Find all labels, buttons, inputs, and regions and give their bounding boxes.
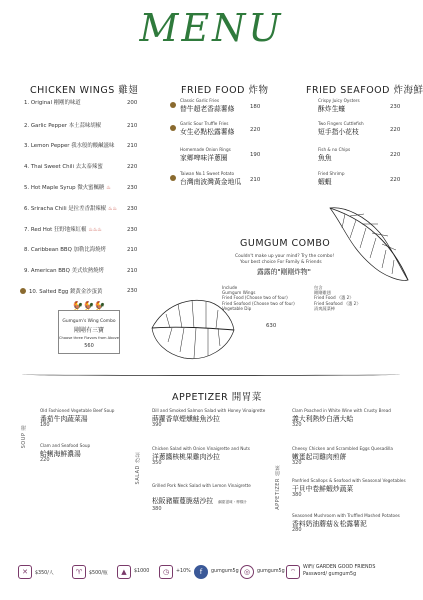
- chili-icon: ♨♨: [108, 206, 117, 212]
- wing-combo-box: [58, 310, 120, 354]
- wing-item: 5. Hot Maple Syrup 微火蜜楓糖 ♨: [24, 185, 111, 191]
- utensils-icon: ✕: [18, 565, 32, 579]
- salad-item: Grilled Pork Neck Salad with Lemon Vinaigrette 松阪豬羅蔓脆菇沙拉 鹹甜滋味・檸檬汁 380: [152, 483, 251, 513]
- appetizer-item: Panfried Scallops & Seafood with Seasonal Vegetables 干貝中卷鮮蝦炒蔬菜 380: [292, 478, 406, 499]
- fried-food-price: 210: [250, 177, 261, 183]
- fried-food-item: Homemade Onion Rings 家鄉啤味洋蔥圈: [180, 147, 231, 163]
- gumgum-combo-price: 630: [266, 323, 277, 329]
- gumgum-combo-include-zh: 包含 剛剛雞翅 Fried Food 《選 2》 Fried Seafood 《選 2》 清爽蔬菜棒: [314, 285, 361, 311]
- gumgum-combo-include-en: Include Gumgum Wings Fried Food (Choose two of four) Fried Seafood (Choose two of four) Vegetable Dip: [222, 285, 295, 311]
- fried-food-item: Taiwan No.1 Sweet Potato 台灣南波灣黃金地瓜: [170, 171, 241, 186]
- wing-item: 6. Sriracha Chili 是拉差香甜辣椒 ♨♨: [24, 206, 117, 212]
- seafood-price: 220: [390, 127, 401, 133]
- appetizer-label: APPETIZER 前菜: [275, 465, 281, 510]
- recommend-icon: [20, 288, 26, 294]
- wine-glass-icon: ♈: [72, 565, 86, 579]
- wing-price: 210: [127, 123, 138, 129]
- seafood-item: Fried Shrimp 蝦蝦: [318, 171, 345, 187]
- footer-text: $350/人: [35, 571, 54, 576]
- soup-item: Old Fashioned Vegetable Beef Soup 番茄牛肉蔬菜湯 180: [40, 408, 115, 429]
- seafood-item: Two Fingers Cuttlefish 短手指小花枝: [318, 121, 364, 137]
- wing-price: 210: [127, 247, 138, 253]
- seafood-price: 220: [390, 177, 401, 183]
- menu-title: MENU: [139, 6, 284, 50]
- instagram-icon[interactable]: ◎: [240, 565, 254, 579]
- palm-leaf-illustration: [320, 198, 415, 288]
- appetizer-item: Cheesy Chicken and Scrambled Eggs Quesadilla 嫩蛋起司雞肉煎餅 320: [292, 446, 393, 467]
- wing-price: 200: [127, 100, 138, 106]
- wifi-icon: ⌔: [286, 565, 300, 579]
- salad-item: Chicken Salad with Onion Vinaigrette and Nuts 洋蔥醬核桃果雞肉沙拉 350: [152, 446, 250, 467]
- gumgum-combo-subtitle: Couldn't make up your mind? Try the combo!: [235, 254, 335, 259]
- wing-price: 230: [127, 206, 138, 212]
- salad-label: SALAD 沙拉: [135, 452, 141, 485]
- wing-price: 210: [127, 268, 138, 274]
- appetizer-item: Clam Poached in White Wine with Crusty Bread 義大利熱炒白酒大蛤 320: [292, 408, 391, 429]
- wing-item: 3. Lemon Pepper 我水般的酸鹹滋味: [24, 143, 115, 149]
- seafood-price: 220: [390, 152, 401, 158]
- footer-text: Password/ gumgum5g: [303, 572, 357, 577]
- wing-combo-name: Gumgum's Wing Combo: [62, 319, 116, 324]
- wing-item: 8. Caribbean BBQ 加勒比海燒烤: [24, 247, 106, 253]
- wing-item: 1. Original 剛剛的味道: [24, 100, 81, 106]
- appetizer-title: APPETIZER 開胃菜: [172, 392, 262, 403]
- wing-item: 2. Garlic Pepper 本土蒜味胡椒: [24, 123, 102, 129]
- wing-item: 7. Red Hot 狂野地辣紅椒 ♨♨♨: [24, 227, 102, 233]
- salad-item: Dill and Smoked Salmon Salad with Honey Vinaigrette 蒔蘿香草煙燻鮭魚沙拉 390: [152, 408, 266, 429]
- wing-combo-price: 560: [84, 343, 94, 349]
- fried-food-title: FRIED FOOD 炸物: [181, 85, 269, 96]
- footer-text: WiFi/ GARDEN GOOD FRIENDS: [303, 565, 376, 570]
- wing-price: 230: [127, 288, 138, 294]
- rooster-icon: 🐓🐓🐓: [72, 302, 106, 312]
- gumgum-combo-zh: 露露的"剛剛炸物": [257, 268, 311, 276]
- footer-bar: [18, 565, 408, 587]
- fried-food-price: 190: [250, 152, 261, 158]
- wing-item: 4. Thai Sweet Chili 去太泰辣蜜: [24, 164, 103, 170]
- chili-icon: ♨♨♨: [88, 227, 102, 233]
- wing-combo-zh: 剛剛有三寶: [73, 327, 104, 334]
- recommend-icon: [170, 125, 176, 131]
- chili-icon: ♨: [106, 185, 111, 191]
- gumgum-combo-subtitle: Your best choice For Family & Friends: [240, 260, 322, 265]
- seafood-item: Crispy Juicy Oysters 酥炸生蠔: [318, 98, 360, 114]
- fried-food-item: Garlic Sour Truffle Fries 女生必點松露薯條: [170, 121, 234, 136]
- footer-text: $1000: [134, 569, 150, 574]
- fried-food-price: 220: [250, 127, 261, 133]
- footer-text: gumgum5g: [257, 569, 285, 574]
- chicken-wings-title: CHICKEN WINGS 雞翅: [30, 85, 139, 96]
- gumgum-combo-title: GUMGUM COMBO: [240, 238, 331, 249]
- facebook-icon[interactable]: f: [194, 565, 208, 579]
- footer-text: gumgum5g: [211, 569, 239, 574]
- footer-text: +10%: [176, 569, 191, 574]
- section-divider: [22, 373, 400, 376]
- soup-label: SOUP 湯: [21, 425, 27, 449]
- recommend-icon: [170, 175, 176, 181]
- soup-item: Clam and Seafood Soup 蛤蜊海鮮濃湯 220: [40, 443, 91, 464]
- clock-icon: ◷: [159, 565, 173, 579]
- fried-seafood-title: FRIED SEAFOOD 炸海鮮: [306, 85, 423, 96]
- wing-price: 230: [127, 185, 138, 191]
- wing-price: 220: [127, 164, 138, 170]
- wing-combo-note: Choose three Flavors from Above: [59, 336, 119, 340]
- seafood-item: Fish & no Chips 魚魚: [318, 147, 351, 163]
- wing-price: 210: [127, 143, 138, 149]
- fried-food-item: Classic Garlic Fries 替牛超老香蒜薯條: [170, 98, 234, 113]
- palm-leaf-illustration: [148, 288, 238, 368]
- cake-icon: ▲: [117, 565, 131, 579]
- fried-food-price: 180: [250, 104, 261, 110]
- footer-text: $500/瓶: [89, 571, 108, 576]
- seafood-price: 230: [390, 104, 401, 110]
- wing-price: 230: [127, 227, 138, 233]
- recommend-icon: [170, 102, 176, 108]
- wing-item: 10. Salted Egg 鍍黃金沙蛋黃: [20, 288, 102, 295]
- appetizer-item: Seasoned Mushroom with Truffled Mashed Potatoes 香料奶油蘑菇＆松露薯泥 280: [292, 513, 400, 534]
- wing-item: 9. American BBQ 美式炊熱燒烤: [24, 268, 104, 274]
